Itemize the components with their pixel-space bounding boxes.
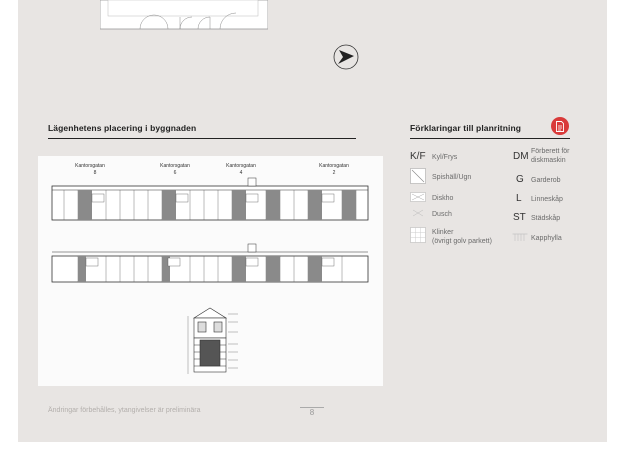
legend-title-rule xyxy=(410,138,570,139)
legend-label-coat-rack: Kapphylla xyxy=(531,235,562,242)
legend-label-tile-note: (övrigt golv parkett) xyxy=(432,238,492,245)
legend-label-dm: Förberett för xyxy=(531,148,570,155)
street-label-4: Kantorsgatan xyxy=(226,163,256,169)
pdf-download-button[interactable] xyxy=(551,117,569,135)
building-placement-plan xyxy=(38,156,383,386)
coat-rack-icon xyxy=(512,232,528,242)
tile-floor-icon xyxy=(410,227,426,243)
floor-plan-fragment xyxy=(100,0,268,30)
legend-label-st: Städskåp xyxy=(531,215,561,222)
legend-symbol-kf: K/F xyxy=(410,151,426,162)
street-label-8: Kantorsgatan xyxy=(75,163,105,169)
street-label-2: Kantorsgatan xyxy=(319,163,349,169)
street-label-6: Kantorsgatan xyxy=(160,163,190,169)
legend-label-dm-2: diskmaskin xyxy=(531,157,566,164)
shower-icon xyxy=(410,208,426,218)
upper-floor-strip xyxy=(52,178,368,220)
legend-symbol-st: ST xyxy=(513,212,526,223)
disclaimer-note: Ändringar förbehålles, ytangivelser är preliminära xyxy=(48,407,201,414)
placement-title: Lägenhetens placering i byggnaden xyxy=(48,123,197,133)
street-number-8: 8 xyxy=(93,170,97,176)
legend-label-tile: Klinker xyxy=(432,229,454,236)
pdf-document-icon xyxy=(555,121,565,132)
legend-label-stove: Spishäll/Ugn xyxy=(432,174,472,181)
legend-symbol-l: L xyxy=(516,193,522,204)
legend-symbol-g: G xyxy=(516,174,524,185)
street-number-2: 2 xyxy=(332,170,336,176)
legend-title: Förklaringar till planritning xyxy=(410,123,522,133)
page-number: 8 xyxy=(309,408,315,417)
legend-label-g: Garderob xyxy=(531,177,561,184)
legend-symbol-dm: DM xyxy=(513,151,529,162)
building-elevation-drawing xyxy=(38,156,383,386)
placement-title-rule xyxy=(48,138,356,139)
sink-icon xyxy=(410,192,426,202)
legend-label-kf: Kyl/Frys xyxy=(432,154,458,161)
street-number-6: 6 xyxy=(173,170,177,176)
street-number-4: 4 xyxy=(239,170,243,176)
compass-north-icon xyxy=(333,44,359,70)
legend-label-shower: Dusch xyxy=(432,211,452,218)
legend-label-sink: Diskho xyxy=(432,195,454,202)
legend-label-l: Linneskåp xyxy=(531,196,563,203)
section-elevation xyxy=(188,308,238,374)
stove-icon xyxy=(410,168,426,184)
lower-floor-strip xyxy=(52,244,368,282)
